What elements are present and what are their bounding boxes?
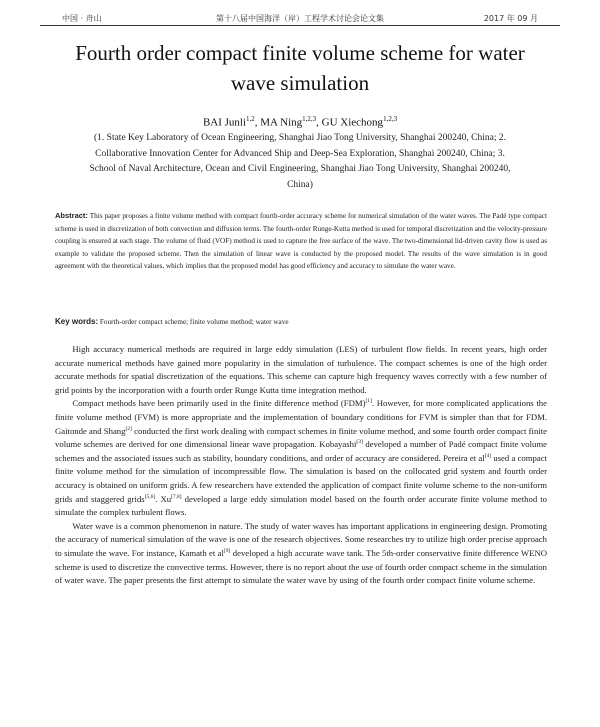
author-separator: , bbox=[316, 116, 322, 129]
author-name: BAI Junli bbox=[202, 116, 247, 129]
paragraph-text: conducted the first work dealing with compact schemes in finite volume method, and some fourth order compact finite volume schemes are derived for one dimensional linear wave propagation. Kobayashi bbox=[55, 425, 547, 450]
paragraph-text: . Xu bbox=[155, 493, 172, 504]
citation-ref: [2] bbox=[125, 425, 132, 432]
paragraph-text: High accuracy numerical methods are required in large eddy simulation (LES) of turbulent flow fields. In recent years, high order accurate numerical methods have gained more popularity in the simulation of turbulence. The compact schemes is one of the high order accurate methods for spatial discretization of the equations. This scheme can capture high frequency waves correctly with a few number of grid points by the incorporation with a fourth order Runge Kutta time integration method. bbox=[55, 344, 547, 395]
affiliation-line: (1. State Key Laboratory of Ocean Engineering, Shanghai Jiao Tong University, Shanghai 200240, China; 2. bbox=[94, 133, 506, 143]
citation-ref: [4] bbox=[484, 452, 492, 459]
author-affiliation-mark: 1,2 bbox=[246, 115, 255, 123]
body-paragraph bbox=[55, 343, 547, 397]
paragraph-text: used a compact finite volume method for the simulation of incompressible flow. The simulation is based on the collocated grid system and fourth order accuracy is obtained on uniform grids. A few researchers have extended the application of compact finite volume scheme to the non-uniform grids and staggered grids bbox=[55, 452, 547, 504]
keywords bbox=[55, 316, 547, 328]
abstract-text: This paper proposes a finite volume method with compact fourth-order accuracy scheme for numerical simulation of the water waves. The Padé type compact scheme is used in discretization of both convection and diffusion terms. The fourth-order Runge-Kutta method is used for temporal discretization and the velocity-pressure coupling is ensured at each stage. The volume of fluid (VOF) method is used to capture the free surface of the wave. The two-dimensional lid-driven cavity flow is used as example to validate the proposed scheme. Then the simulation of linear wave is conducted by the proposed model. The results of the wave simulation is in good agreement with the theoretical values, which implies that the proposed model has good efficiency and accuracy to simulate the water wave. bbox=[55, 212, 547, 270]
affiliation-line: China) bbox=[287, 179, 313, 190]
abstract-label: Abstract: bbox=[55, 211, 88, 220]
citation-ref: [7,8] bbox=[171, 493, 182, 500]
title-line-1: Fourth order compact finite volume scheme for water bbox=[75, 41, 525, 65]
citation-ref: [1] bbox=[365, 398, 372, 405]
paragraph-text: developed a number of Padé compact finite volume schemes and the associated issues such as stability, boundary conditions, and order of accuracy are considered. Pereira et al bbox=[55, 439, 547, 463]
affiliation-line: School of Naval Architecture, Ocean and Civil Engineering, Shanghai Jiao Tong University, Shanghai 200240, bbox=[89, 164, 511, 174]
abstract bbox=[55, 210, 547, 273]
author-name: GU Xiechong bbox=[321, 116, 384, 129]
paragraph-text: developed a large eddy simulation model based on the fourth order accurate finite volume method to simulate the complex turbulent flows. bbox=[55, 493, 547, 518]
keywords-text: Fourth-order compact scheme; finite volume method; water wave bbox=[98, 318, 289, 326]
affiliation-line: Collaborative Innovation Center for Advanced Ship and Deep-Sea Exploration, Shanghai 200240, China; 3. bbox=[95, 148, 505, 159]
author-list bbox=[40, 115, 560, 129]
body-text bbox=[55, 343, 547, 588]
author-name: MA Ning bbox=[260, 116, 303, 129]
header-proceedings-title: 第十八届中国海洋（岸）工程学术讨论会论文集 bbox=[216, 14, 384, 23]
citation-ref: [3] bbox=[356, 439, 363, 446]
header-date: 2017 年 09 月 bbox=[483, 14, 538, 23]
keywords-label: Key words: bbox=[55, 317, 99, 326]
paragraph-text: Compact methods have been primarily used in the finite difference method (FDM) bbox=[72, 398, 366, 409]
running-header bbox=[40, 10, 560, 26]
paragraph-text: Water wave is a common phenomenon in nature. The study of water waves has important applications in engineering design. Promoting the accuracy of numerical simulation of the wave is one of the research objectives. Some researches try to utilize high order precise approach to simulate the wave. For instance, Kamath et al bbox=[55, 520, 547, 558]
paragraph-text: . However, for more complicated applications the finite volume method (FVM) is more appropriate and the implementation of boundary conditions for FVM is simpler than that for FDM. Gaitonde and Shang bbox=[55, 398, 547, 436]
body-paragraph bbox=[55, 397, 547, 519]
affiliations bbox=[40, 131, 560, 193]
paragraph-text: developed a high accurate wave tank. The 5th-order conservative finite difference WENO scheme is used to discretize the convective terms. However, there is no report about the use of fourth order compact scheme in the simulation of water wave. The paper presents the first attempt to simulate the water wave by using of the fourth order compact finite volume scheme. bbox=[55, 547, 547, 586]
title-line-2: wave simulation bbox=[230, 71, 370, 95]
header-rule bbox=[40, 25, 560, 26]
body-paragraph bbox=[55, 520, 547, 588]
header-location: 中国 · 舟山 bbox=[62, 14, 102, 23]
author-affiliation-mark: 1,2,3 bbox=[383, 115, 398, 123]
citation-ref: [5,6] bbox=[144, 493, 156, 500]
paper-title bbox=[40, 38, 560, 98]
author-separator: , bbox=[254, 116, 261, 129]
author-affiliation-mark: 1,2,3 bbox=[302, 115, 317, 123]
citation-ref: [9] bbox=[223, 548, 231, 555]
